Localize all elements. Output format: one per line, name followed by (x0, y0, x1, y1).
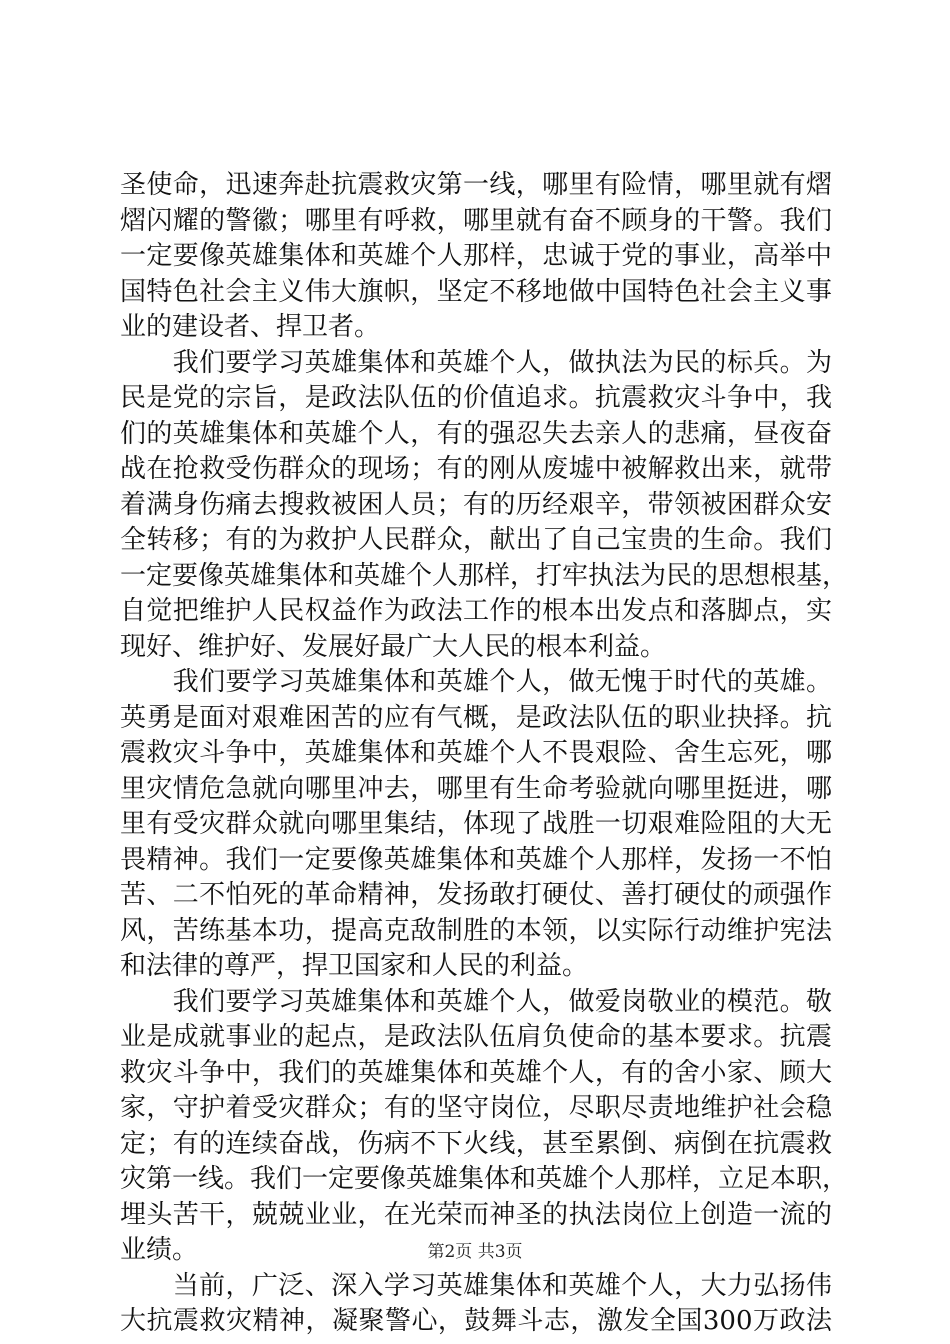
text-line: 我们要学习英雄集体和英雄个人，做无愧于时代的英雄。 (120, 667, 832, 697)
document-body (120, 168, 849, 1340)
text-line: 熠闪耀的警徽；哪里有呼救，哪里就有奋不顾身的干警。我们 (120, 205, 832, 236)
text-line: 英勇是面对艰难困苦的应有气概，是政法队伍的职业抉择。抗 (120, 702, 832, 733)
text-line: 里灾情危急就向哪里冲去，哪里有生命考验就向哪里挺进，哪 (120, 773, 832, 804)
text-line: 埋头苦干，兢兢业业，在光荣而神圣的执法岗位上创造一流的 (120, 1199, 832, 1230)
text-line: 救灾斗争中，我们的英雄集体和英雄个人，有的舍小家、顾大 (120, 1057, 832, 1088)
text-line: 现好、维护好、发展好最广大人民的根本利益。 (120, 631, 667, 662)
text-line: 家，守护着受灾群众；有的坚守岗位，尽职尽责地维护社会稳 (120, 1093, 832, 1123)
text-line: 自觉把维护人民权益作为政法工作的根本出发点和落脚点，实 (120, 596, 832, 626)
text-line: 一定要像英雄集体和英雄个人那样，打牢执法为民的思想根基， (120, 560, 849, 591)
text-line: 全转移；有的为救护人民群众，献出了自己宝贵的生命。我们 (120, 525, 832, 555)
page-footer: 第2页 共3页 (427, 1242, 523, 1262)
text-line: 我们要学习英雄集体和英雄个人，做爱岗敬业的模范。敬 (120, 986, 832, 1017)
text-line: 业的建设者、捍卫者。 (120, 312, 381, 342)
text-line: 国特色社会主义伟大旗帜，坚定不移地做中国特色社会主义事 (120, 276, 832, 307)
text-line: 畏精神。我们一定要像英雄集体和英雄个人那样，发扬一不怕 (120, 844, 832, 875)
text-line: 业绩。 (120, 1235, 199, 1265)
text-line: 一定要像英雄集体和英雄个人那样，忠诚于党的事业，高举中 (120, 241, 832, 271)
text-line: 着满身伤痛去搜救被困人员；有的历经艰辛，带领被困群众安 (120, 489, 832, 520)
text-line: 大抗震救灾精神，凝聚警心，鼓舞斗志，激发全国300万政法 (120, 1306, 832, 1336)
text-line: 战在抢救受伤群众的现场；有的刚从废墟中被解救出来，就带 (120, 454, 832, 484)
text-line: 苦、二不怕死的革命精神，发扬敢打硬仗、善打硬仗的顽强作 (120, 880, 832, 910)
text-line: 定；有的连续奋战，伤病不下火线，甚至累倒、病倒在抗震救 (120, 1128, 832, 1159)
text-line: 风，苦练基本功，提高克敌制胜的本领，以实际行动维护宪法 (120, 915, 832, 946)
text-line: 们的英雄集体和英雄个人，有的强忍失去亲人的悲痛，昼夜奋 (120, 418, 832, 449)
text-line: 灾第一线。我们一定要像英雄集体和英雄个人那样，立足本职， (120, 1164, 849, 1194)
text-line: 我们要学习英雄集体和英雄个人，做执法为民的标兵。为 (120, 347, 832, 378)
text-line: 里有受灾群众就向哪里集结，体现了战胜一切艰难险阻的大无 (120, 809, 832, 839)
text-line: 业是成就事业的起点，是政法队伍肩负使命的基本要求。抗震 (120, 1022, 832, 1052)
text-line: 震救灾斗争中，英雄集体和英雄个人不畏艰险、舍生忘死，哪 (120, 738, 832, 768)
text-line: 当前，广泛、深入学习英雄集体和英雄个人，大力弘扬伟 (120, 1270, 832, 1301)
text-line: 民是党的宗旨，是政法队伍的价值追求。抗震救灾斗争中，我 (120, 383, 832, 413)
text-line: 和法律的尊严，捍卫国家和人民的利益。 (120, 951, 589, 981)
text-line: 圣使命，迅速奔赴抗震救灾第一线，哪里有险情，哪里就有熠 (120, 170, 832, 200)
